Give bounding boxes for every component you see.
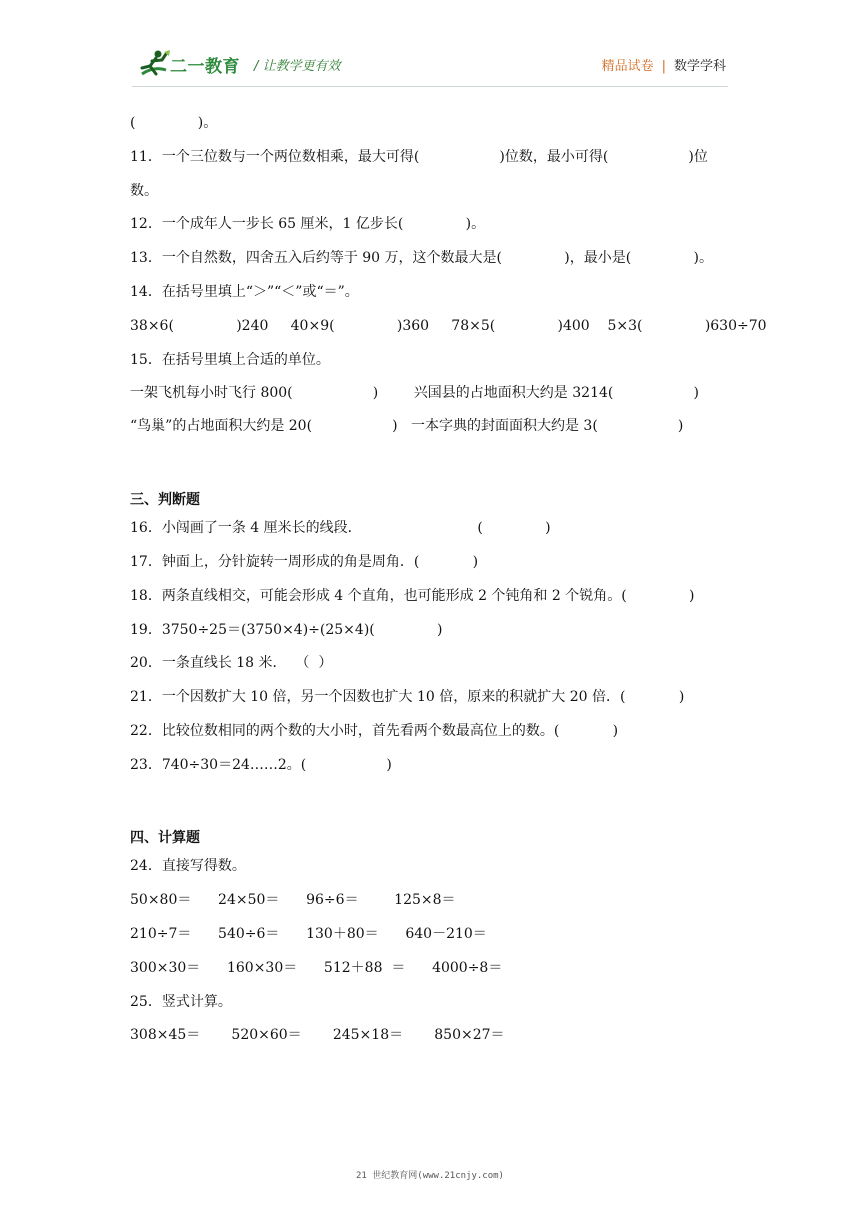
header-slogan: / 让教学更有效 bbox=[254, 59, 341, 74]
header-subject: 数学学科 bbox=[673, 59, 726, 74]
question-12: 12．一个成年人一步长 65 厘米，1 亿步长( )。 bbox=[130, 216, 486, 232]
question-21: 21．一个因数扩大 10 倍，另一个因数也扩大 10 倍，原来的积就扩大 20 倍．( ) bbox=[130, 689, 685, 705]
question-14-items: 38×6( )240 40×9( )360 78×5( )400 5×3( )630÷70 bbox=[130, 318, 767, 334]
question-22: 22．比较位数相同的两个数的大小时，首先看两个数最高位上的数。( ) bbox=[130, 723, 619, 739]
logo-text: 二一教育 bbox=[170, 57, 240, 77]
question-14: 14．在括号里填上“＞”“＜”或“＝”。 bbox=[130, 284, 359, 300]
question-19: 19．3750÷25＝(3750×4)÷(25×4)( ) bbox=[130, 622, 443, 638]
question-15-row-2: “鸟巢”的占地面积大约是 20( ) 一本字典的封面面积大约是 3( ) bbox=[130, 418, 684, 434]
question-17: 17．钟面上，分针旋转一周形成的角是周角．( ) bbox=[130, 554, 479, 570]
question-16: 16．小闯画了一条 4 厘米长的线段． ( ) bbox=[130, 520, 551, 536]
page-header bbox=[0, 0, 860, 90]
question-24-row-3: 300×30＝ 160×30＝ 512＋88 ＝ 4000÷8＝ bbox=[130, 960, 503, 976]
question-25-items: 308×45＝ 520×60＝ 245×18＝ 850×27＝ bbox=[130, 1027, 505, 1043]
section-title-calculation: 四、计算题 bbox=[130, 830, 200, 846]
question-24-row-1: 50×80＝ 24×50＝ 96÷6＝ 125×8＝ bbox=[130, 892, 456, 908]
question-24: 24．直接写得数。 bbox=[130, 858, 246, 874]
question-15: 15．在括号里填上合适的单位。 bbox=[130, 352, 330, 368]
question-20: 20．一条直线长 18 米． （ ） bbox=[130, 655, 333, 671]
header-tag: 精品试卷 bbox=[601, 59, 654, 74]
header-separator: | bbox=[661, 59, 666, 74]
section-title-judgement: 三、判断题 bbox=[130, 492, 200, 508]
header-divider bbox=[132, 86, 728, 87]
header-tags bbox=[602, 55, 726, 74]
question-24-row-2: 210÷7＝ 540÷6＝ 130＋80＝ 640－210＝ bbox=[130, 926, 487, 942]
question-11-tail: 数。 bbox=[130, 183, 158, 199]
page-footer: 21 世纪教育网(www.21cnjy.com) bbox=[356, 1171, 504, 1181]
question-13: 13．一个自然数，四舍五入后约等于 90 万，这个数最大是( )，最小是( )。 bbox=[130, 250, 713, 266]
question-15-row-1: 一架飞机每小时飞行 800( ) 兴国县的占地面积大约是 3214( ) bbox=[130, 385, 699, 401]
question-25: 25．竖式计算。 bbox=[130, 994, 232, 1010]
question-10-tail: ( )。 bbox=[130, 115, 218, 131]
question-23: 23．740÷30＝24……2。( ) bbox=[130, 757, 392, 773]
question-18: 18．两条直线相交，可能会形成 4 个直角，也可能形成 2 个钝角和 2 个锐角。( ) bbox=[130, 588, 695, 604]
question-11: 11．一个三位数与一个两位数相乘，最大可得( )位数，最小可得( )位 bbox=[130, 149, 708, 165]
